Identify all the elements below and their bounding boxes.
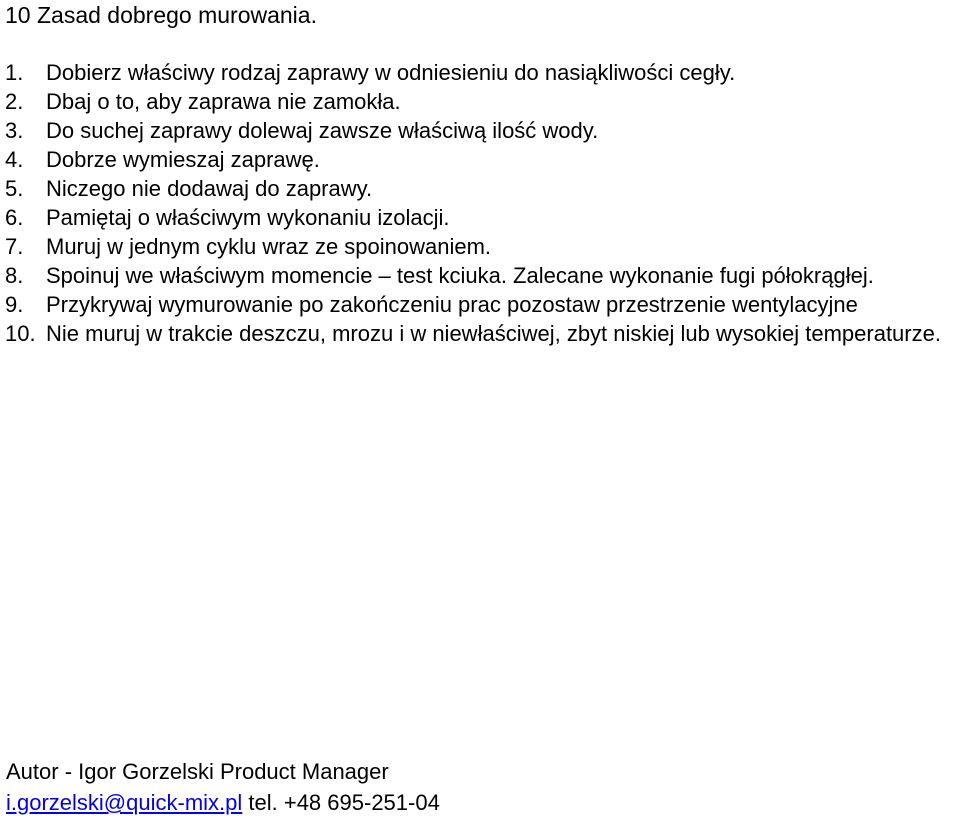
list-item	[5, 232, 955, 261]
rules-list	[5, 58, 955, 348]
document-title: 10 Zasad dobrego murowania.	[5, 2, 317, 28]
list-item-text: Przykrywaj wymurowanie po zakończeniu prac pozostaw przestrzenie wentylacyjne	[46, 292, 858, 317]
list-item-number: 3.	[5, 118, 24, 143]
list-item-number: 5.	[5, 176, 24, 201]
list-item	[5, 261, 955, 290]
list-item-text: Pamiętaj o właściwym wykonaniu izolacji.	[46, 205, 450, 230]
list-item-text: Nie muruj w trakcie deszczu, mrozu i w niewłaściwej, zbyt niskiej lub wysokiej temperaturze.	[46, 321, 941, 346]
list-item-text: Spoinuj we właściwym momencie – test kciuka. Zalecane wykonanie fugi półokrągłej.	[46, 263, 874, 288]
list-item	[5, 290, 955, 319]
list-item-number: 6.	[5, 205, 24, 230]
list-item-text: Dobierz właściwy rodzaj zaprawy w odniesieniu do nasiąkliwości cegły.	[46, 60, 736, 85]
contact-line	[6, 788, 440, 818]
list-item-text: Do suchej zaprawy dolewaj zawsze właściwą ilość wody.	[46, 118, 599, 143]
list-item-number: 2.	[5, 89, 24, 114]
list-item-number: 1.	[5, 60, 24, 85]
list-item-number: 10.	[5, 321, 36, 346]
list-item	[5, 87, 955, 116]
list-item	[5, 174, 955, 203]
list-item-text: Dbaj o to, aby zaprawa nie zamokła.	[46, 89, 401, 114]
list-item	[5, 145, 955, 174]
list-item-text: Dobrze wymieszaj zaprawę.	[46, 147, 320, 172]
list-item-number: 8.	[5, 263, 24, 288]
email-link[interactable]: i.gorzelski@quick-mix.pl	[6, 790, 243, 815]
list-item-number: 4.	[5, 147, 24, 172]
list-item	[5, 116, 955, 145]
list-item	[5, 58, 955, 87]
list-item	[5, 319, 955, 348]
author-line: Autor - Igor Gorzelski Product Manager	[6, 759, 389, 784]
list-item-text: Muruj w jednym cyklu wraz ze spoinowaniem.	[46, 234, 492, 259]
phone-text: tel. +48 695-251-04	[242, 790, 440, 815]
list-item-text: Niczego nie dodawaj do zaprawy.	[46, 176, 373, 201]
list-item-number: 9.	[5, 292, 24, 317]
list-item-number: 7.	[5, 234, 24, 259]
list-item	[5, 203, 955, 232]
